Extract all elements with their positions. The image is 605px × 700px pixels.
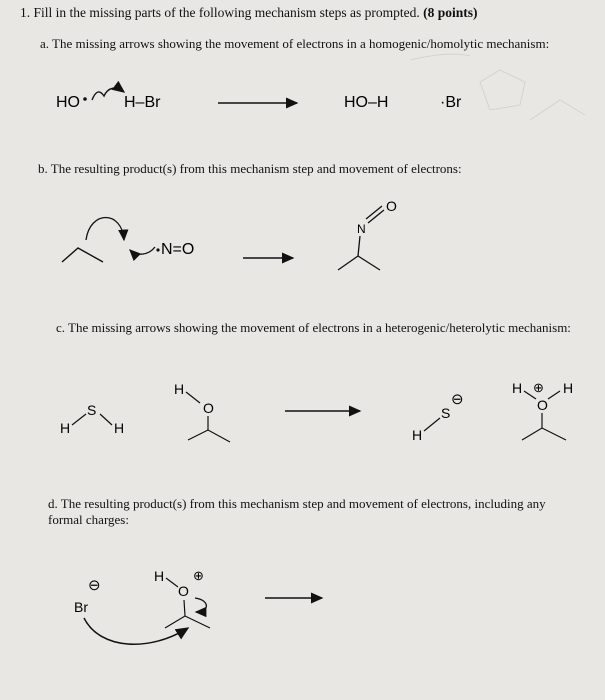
reactant-ho: HO [56,94,80,111]
h2s-bond-left [72,414,86,425]
reactant-hbr: H–Br [124,94,161,111]
product-o: O [386,198,397,214]
part-c-reaction [60,380,573,443]
part-d-prompt: d. The resulting product(s) from this mechanism step and movement of electrons, including any formal charges: [48,496,546,527]
oxonium-bond-right [548,391,560,399]
ipa-skeleton [188,430,230,442]
oxonium-h-left: H [512,380,523,396]
question-title-text: 1. Fill in the missing parts of the following mechanism steps as prompted. [20,5,420,20]
product-cn-bond [358,236,360,256]
ipa-o: O [203,400,214,416]
part-a-prompt: a. The missing arrows showing the movement of electrons in a homogenic/homolytic mechanism: [40,36,550,51]
h2s-h-left: H [60,420,71,436]
d-co-bond [184,600,185,616]
d-o: O [178,583,189,599]
curved-arrow-b [86,218,124,241]
hs-minus-charge: ⊖ [451,391,464,408]
oxonium-h-right: H [563,380,574,396]
radical-dot-ho [83,97,87,101]
h2s-s: S [87,402,97,418]
part-c-prompt: c. The missing arrows showing the movement of electrons in a heterogenic/heterolytic mechanism: [56,320,571,335]
radical-dot-n [156,248,159,251]
curved-arrow-co [195,598,206,612]
h2s-bond-right [100,414,112,425]
hs-h: H [412,427,423,443]
product-hoh: HO–H [344,94,389,111]
d-h: H [154,568,165,584]
bromide-label: Br [74,599,88,615]
part-a-reaction [56,88,462,111]
curved-arrow-bromide [84,618,188,644]
oxonium-plus-charge: ⊕ [533,380,544,395]
oxonium-skeleton [522,428,566,440]
ipa-oh-bond [186,392,200,403]
points-label: (8 points) [423,5,478,20]
fishhook-arrow [92,88,124,100]
product-n: N [357,222,366,236]
bromide-minus-charge: ⊖ [88,577,101,594]
product-br-radical: ·Br [440,94,462,111]
part-b-prompt: b. The resulting product(s) from this mechanism step and movement of electrons: [38,161,462,176]
show-through-ghost [410,54,585,120]
isopropyl-skeleton-b [62,248,103,262]
hs-bond [424,418,440,431]
fishhook-arrow-b [130,247,155,254]
hs-s: S [441,405,451,421]
h2s-h-right: H [114,420,125,436]
product-skeleton-b [338,256,380,270]
d-plus-charge: ⊕ [193,568,204,583]
ipa-h: H [174,381,185,397]
nitroso-label: N=O [161,241,195,258]
oxonium-o: O [537,397,548,413]
d-skeleton [165,616,210,628]
d-oh-bond [166,578,178,587]
product-no-bond-1 [368,210,384,223]
part-b-reaction [62,198,397,270]
part-d-reaction [74,568,322,644]
product-no-bond-2 [366,206,382,219]
